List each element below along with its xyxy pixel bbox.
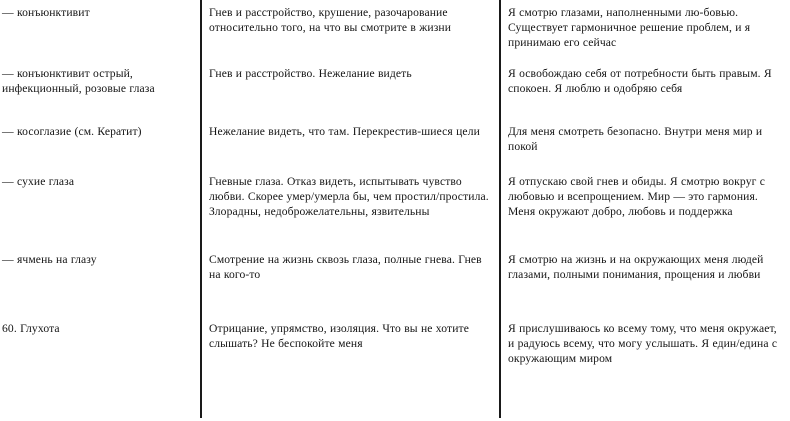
cause-cell bbox=[200, 124, 499, 139]
table-row bbox=[0, 249, 790, 317]
symptom-text: — конъюнктивит bbox=[2, 6, 90, 19]
symptom-cell bbox=[0, 174, 200, 189]
cause-text: Отрицание, упрямство, изоляция. Что вы не хотите слышать? Не беспокойте меня bbox=[209, 322, 469, 351]
cause-text: Гнев и расстройство, крушение, разочарование относительно того, на что вы смотрите в жизни bbox=[209, 6, 452, 35]
symptom-text: 60. Глухота bbox=[2, 322, 60, 335]
affirmation-cell bbox=[499, 174, 790, 219]
table-row bbox=[0, 63, 790, 121]
affirmation-text: Для меня смотреть безопасно. Внутри меня мир и покой bbox=[508, 125, 763, 154]
symptom-cell bbox=[0, 124, 200, 139]
cause-text: Нежелание видеть, что там. Перекрестив-шиеся цели bbox=[209, 125, 480, 138]
symptom-cell bbox=[0, 66, 200, 96]
cause-text: Гнев и расстройство. Нежелание видеть bbox=[209, 67, 412, 80]
affirmation-text: Я отпускаю свой гнев и обиды. Я смотрю вокруг с любовью и всепрощением. Мир — это гармония. Меня окружают добро, любовь и поддержка bbox=[508, 175, 765, 219]
symptom-cell bbox=[0, 321, 200, 336]
cause-text: Смотрение на жизнь сквозь глаза, полные гнева. Гнев на кого-то bbox=[209, 253, 482, 282]
symptom-text: — косоглазие (см. Кератит) bbox=[2, 125, 142, 138]
cause-cell bbox=[200, 174, 499, 219]
table-row bbox=[0, 0, 790, 63]
affirmation-cell bbox=[499, 321, 790, 366]
table-row bbox=[0, 121, 790, 171]
table-row bbox=[0, 317, 790, 421]
affirmation-cell bbox=[499, 5, 790, 50]
cause-cell bbox=[200, 66, 499, 81]
symptom-text: — конъюнктивит острый, инфекционный, розовые глаза bbox=[2, 67, 155, 96]
cause-text: Гневные глаза. Отказ видеть, испытывать чувство любви. Скорее умер/умерла бы, чем простил/простила. Злорадны, недоброжелательны, язвительны bbox=[209, 175, 489, 219]
table-row bbox=[0, 171, 790, 249]
affirmation-cell bbox=[499, 252, 790, 282]
symptom-text: — ячмень на глазу bbox=[2, 253, 97, 266]
affirmation-text: Я прислушиваюсь ко всему тому, что меня окружает, и радуюсь всему, что могу услышать. Я един/едина с окружающим миром bbox=[508, 322, 778, 366]
affirmation-cell bbox=[499, 66, 790, 96]
affirmation-text: Я освобождаю себя от потребности быть правым. Я спокоен. Я люблю и одобряю себя bbox=[508, 67, 772, 96]
symptom-text: — сухие глаза bbox=[2, 175, 75, 188]
affirmation-cell bbox=[499, 124, 790, 154]
affirmation-text: Я смотрю на жизнь и на окружающих меня людей глазами, полными понимания, прощения и любви bbox=[508, 253, 764, 282]
symptom-cell bbox=[0, 252, 200, 267]
cause-cell bbox=[200, 252, 499, 282]
affirmation-text: Я смотрю глазами, наполненными лю-бовью. Существует гармоничное решение проблем, и я принимаю его сейчас bbox=[508, 6, 751, 50]
cause-cell bbox=[200, 5, 499, 35]
symptom-cell bbox=[0, 5, 200, 20]
cause-cell bbox=[200, 321, 499, 351]
